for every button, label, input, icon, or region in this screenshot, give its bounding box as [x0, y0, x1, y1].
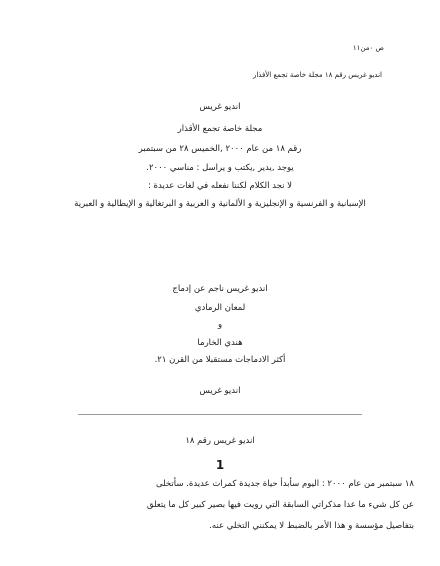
paragraph-line: بتفاصيل مؤسسة و هذا الأمر بالضبط لا يمكنني التخلي عنه.	[209, 521, 414, 531]
page-number: ص ٠من١١	[352, 44, 384, 52]
magazine-title: انديو غريس	[199, 102, 241, 112]
credits-name-2: هندي الخارما	[197, 338, 243, 348]
issue-title: انديو غريس رقم ١٨	[185, 436, 255, 446]
paragraph-line: عن كل شيء ما عدا مذكراتي السابقة التي رويت فيها بصير كبير كل ما يتعلق	[146, 500, 414, 510]
magazine-subtitle: مجلة خاصة تجمع الأقذار	[177, 124, 263, 134]
divider	[78, 414, 362, 415]
credits-note: أكثر الادماجات مستقبلا من القرن ٢١.	[154, 355, 286, 365]
paragraph-line: ١٨ سبتمبر من عام ٢٠٠٠ : اليوم سأبدأ حياة جديدة كمرات عديدة. سأتخلى	[156, 479, 414, 489]
running-header: انديو غريس رقم ١٨ مجلة خاصة تجمع الأفذار	[252, 71, 382, 79]
editor-line: يوجد ,يدير ,يكتب و يراسل : مناسي ٢٠٠٠.	[146, 163, 294, 173]
credits-title: انديو غريس ناجم عن إدماج	[172, 284, 268, 294]
chapter-number: 1	[215, 458, 225, 472]
credits-conjunction: و	[217, 320, 223, 330]
signature: انديو غريس	[199, 386, 241, 396]
issue-date-line: رقم ١٨ من عام ٢٠٠٠ ,الخميس ٢٨ من سبتمبر	[138, 144, 302, 154]
languages-intro: لا نجد الكلام لكننا نفعله في لغات عديدة :	[147, 181, 292, 191]
body-paragraph	[28, 474, 414, 537]
languages-list: الإسبانية و الفرنسية و الإنجليزية و الألمانية و العربية و البرتغالية و الإيطالية و العبرية	[74, 199, 366, 209]
credits-name-1: لمعان الرمادي	[194, 303, 246, 313]
